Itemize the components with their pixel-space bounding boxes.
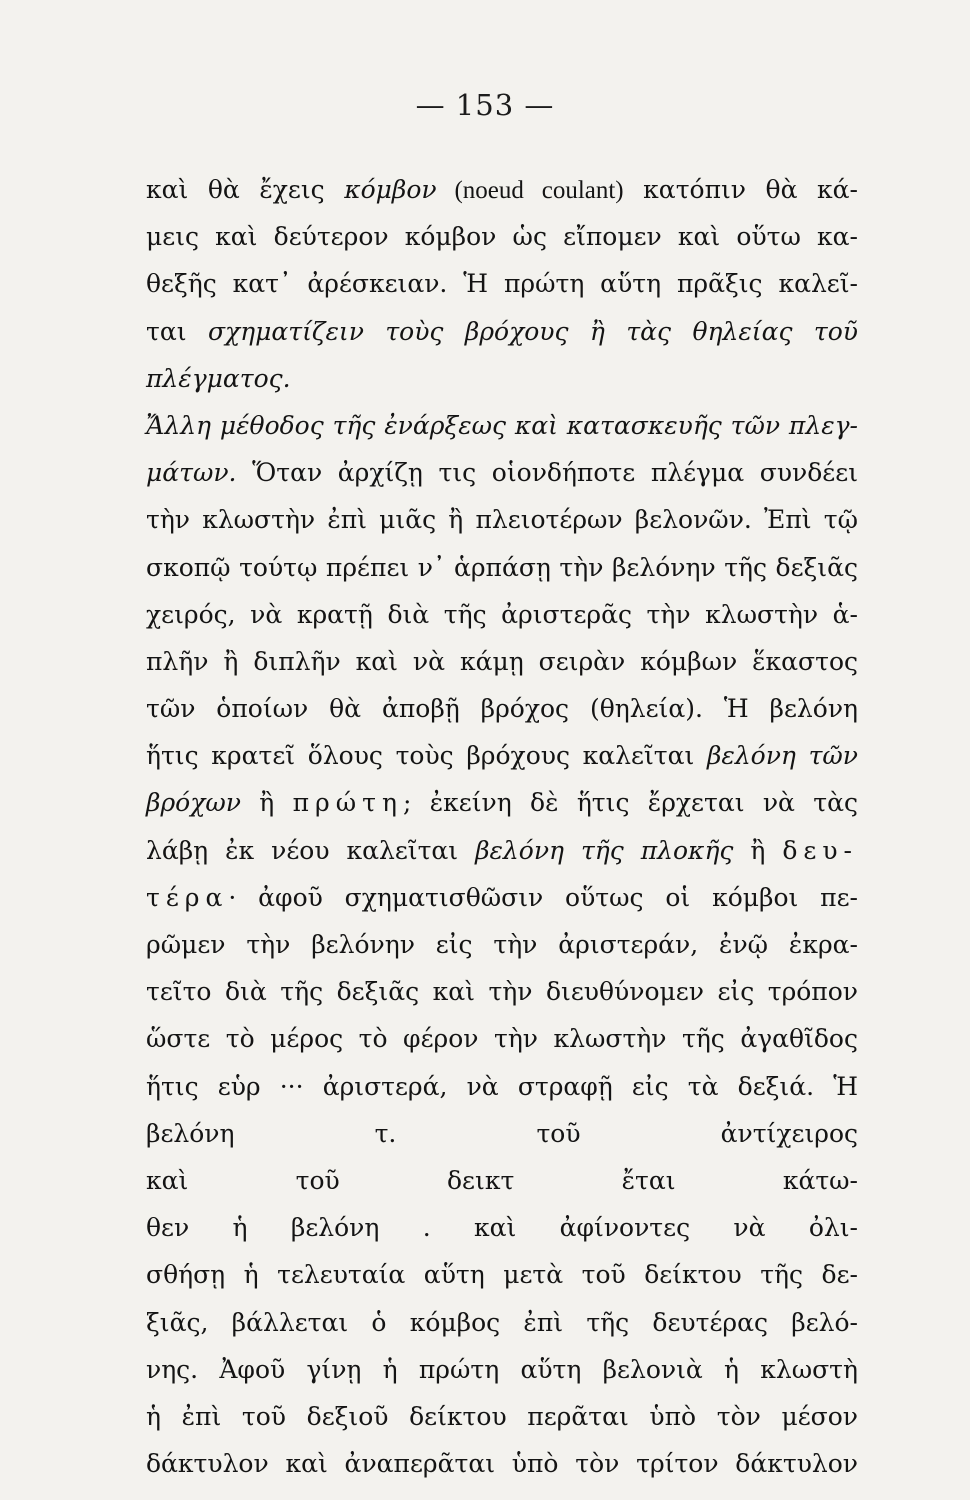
text-run: τέρα xyxy=(146,882,229,912)
text-run: ἡ ἐπὶ τοῦ δεξιοῦ δείκτου περᾶται ὑπὸ τὸν μέσον xyxy=(146,1401,858,1431)
text-run: Ὅταν ἀρχίζῃ τις οἱονδήποτε πλέγμα συνδέει xyxy=(236,458,858,488)
body-text xyxy=(146,166,858,1487)
text-run: καὶ θὰ ἔχεις xyxy=(146,175,345,204)
text-line xyxy=(146,968,858,1015)
text-line xyxy=(146,1015,858,1062)
text-run: ρῶμεν τὴν βελόνην εἰς τὴν ἀριστεράν, ἐνῷ ἐκρα- xyxy=(146,930,858,959)
text-line xyxy=(146,308,858,355)
text-line xyxy=(146,166,858,213)
text-line xyxy=(146,779,858,826)
text-run: σκοπῷ τούτῳ πρέπει ν᾽ ἁρπάσῃ τὴν βελόνην τῆς δεξιᾶς xyxy=(146,552,858,582)
text-line xyxy=(146,402,858,449)
page-number: — 153 — xyxy=(415,88,555,122)
text-run: τῶν ὁποίων θὰ ἀποβῇ βρόχος (θηλεία). Ἡ βελόνη xyxy=(146,694,858,724)
text-run: ξιᾶς, βάλλεται ὁ κόμβος ἐπὶ τῆς δευτέρας βελό- xyxy=(146,1307,858,1337)
text-line xyxy=(146,1393,858,1440)
text-line xyxy=(146,213,858,260)
text-line xyxy=(146,496,858,543)
text-line xyxy=(146,732,858,779)
text-run: ται xyxy=(146,316,208,346)
text-run: σθήσῃ ἡ τελευταία αὕτη μετὰ τοῦ δείκτου τῆς δε- xyxy=(146,1260,858,1290)
text-run: πλῆν ἢ διπλῆν καὶ νὰ κάμῃ σειρὰν κόμβων ἕκαστος xyxy=(146,646,858,676)
text-run: ἥτις κρατεῖ ὅλους τοὺς βρόχους καλεῖται xyxy=(146,741,707,771)
text-run: δευ- xyxy=(782,835,858,865)
text-line xyxy=(146,449,858,496)
text-line xyxy=(146,1251,858,1298)
text-line xyxy=(146,685,858,732)
text-line xyxy=(146,1346,858,1393)
text-run: βελόνη τ. τοῦ ἀντίχειρος xyxy=(146,1118,858,1148)
text-line xyxy=(146,921,858,968)
text-line xyxy=(146,1440,858,1487)
text-run: σχηματίζειν τοὺς βρόχους ἢ τὰς θηλείας τοῦ xyxy=(207,316,858,346)
text-run: κατόπιν θὰ κά- xyxy=(623,175,858,204)
text-line xyxy=(146,1299,858,1346)
text-run: θεξῆς κατ᾽ ἀρέσκειαν. Ἡ πρώτη αὕτη πρᾶξις καλεῖ- xyxy=(146,269,858,299)
text-line xyxy=(146,355,858,402)
text-run: κόμβον xyxy=(344,175,437,204)
text-run: βρόχων xyxy=(146,788,241,818)
text-line xyxy=(146,1204,858,1251)
text-run: δάκτυλον καὶ ἀναπερᾶται ὑπὸ τὸν τρίτον δάκτυλον xyxy=(146,1449,858,1479)
text-run: Ἄλλη μέθοδος τῆς ἐνάρξεως καὶ κατασκευῆς τῶν πλεγ- xyxy=(146,410,858,440)
text-run: θεν ἡ βελόνη . καὶ ἀφίνοντες νὰ ὀλι- xyxy=(146,1213,858,1243)
text-run: μάτων. xyxy=(146,458,237,488)
text-run: ὥστε τὸ μέρος τὸ φέρον τὴν κλωστὴν τῆς ἀγαθῖδος xyxy=(146,1024,858,1054)
text-line xyxy=(146,638,858,685)
text-run: ; ἐκείνη δὲ ἥτις ἔρχεται νὰ τὰς xyxy=(402,788,858,818)
text-line xyxy=(146,1157,858,1204)
text-line xyxy=(146,544,858,591)
text-line xyxy=(146,827,858,874)
text-run: πρώτη xyxy=(292,788,403,818)
text-run: καὶ τοῦ δεικτ ἔται κάτω- xyxy=(146,1165,858,1195)
text-line xyxy=(146,874,858,921)
text-run: ἢ xyxy=(733,835,783,865)
text-run: βελόνη τῆς πλοκῆς xyxy=(475,835,734,865)
text-line xyxy=(146,260,858,307)
text-run: νης. Ἀφοῦ γίνῃ ἡ πρώτη αὕτη βελονιὰ ἡ κλωστὴ xyxy=(146,1354,858,1384)
text-run: τὴν κλωστὴν ἐπὶ μιᾶς ἢ πλειοτέρων βελονῶν. Ἐπὶ τῷ xyxy=(146,505,858,535)
text-line xyxy=(146,1063,858,1110)
text-run: χειρός, νὰ κρατῇ διὰ τῆς ἀριστερᾶς τὴν κλωστὴν ἁ- xyxy=(146,599,858,629)
text-line xyxy=(146,591,858,638)
text-line xyxy=(146,1110,858,1157)
text-run: πλέγματος. xyxy=(146,363,291,393)
text-run: μεις καὶ δεύτερον κόμβον ὡς εἴπομεν καὶ οὕτω κα- xyxy=(146,222,858,252)
text-run: βελόνη τῶν xyxy=(706,741,858,771)
text-run: ἥτις εὑρ ··· ἀριστερά, νὰ στραφῇ εἰς τὰ δεξιά. Ἡ xyxy=(146,1071,858,1101)
text-run: ἢ xyxy=(240,788,293,818)
text-run: τεῖτο διὰ τῆς δεξιᾶς καὶ τὴν διευθύνομεν εἰς τρόπον xyxy=(146,977,858,1007)
text-run: · ἀφοῦ σχηματισθῶσιν οὕτως οἱ κόμβοι πε- xyxy=(228,882,858,912)
text-run: λάβῃ ἐκ νέου καλεῖται xyxy=(146,835,476,865)
text-run: (noeud coulant) xyxy=(436,177,624,204)
